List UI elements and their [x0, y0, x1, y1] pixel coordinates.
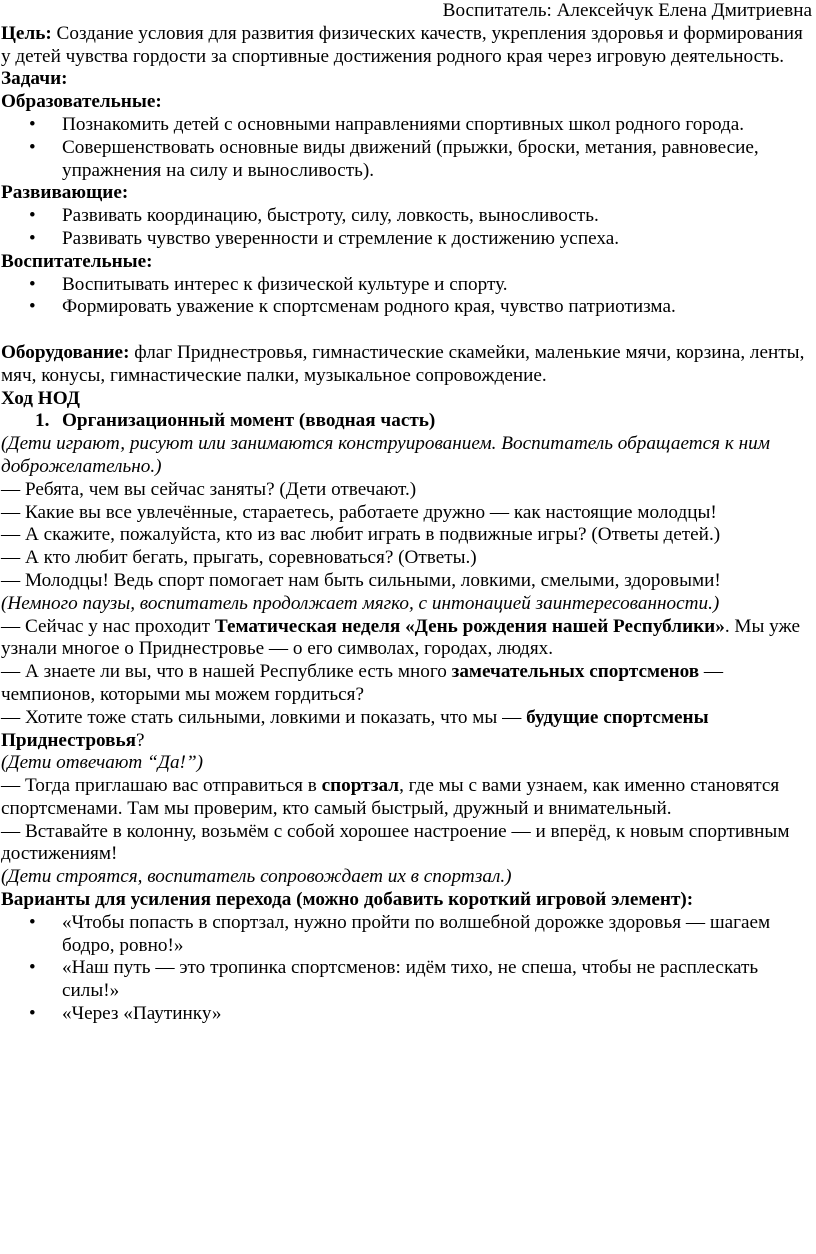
dialogue-line	[1, 661, 812, 707]
dialogue-line: — Какие вы все увлечённые, стараетесь, работаете дружно — как настоящие молодцы!	[1, 501, 717, 523]
course-sections	[1, 410, 812, 433]
bold-run: замечательных спортсменов	[451, 661, 700, 683]
dialogue-line: — Ребята, чем вы сейчас заняты? (Дети отвечают.)	[1, 478, 417, 500]
equipment-label: Оборудование:	[1, 341, 130, 363]
developing-heading: Развивающие:	[1, 182, 129, 204]
bold-run: будущие спортсмены Приднестровья	[1, 706, 709, 751]
tasks-heading: Задачи:	[1, 68, 68, 90]
section-title	[1, 410, 812, 433]
text-run: — Тогда приглашаю вас отправиться в	[1, 775, 322, 797]
text-run: — А знаете ли вы, что в нашей Республике есть много	[1, 661, 452, 683]
course-heading: Ход НОД	[1, 387, 80, 409]
stage-direction: (Дети строятся, воспитатель сопровождает их в спортзал.)	[1, 866, 512, 888]
list-item: • Формировать уважение к спортсменам родного края, чувство патриотизма.	[1, 296, 812, 319]
list-item: • Познакомить детей с основными направлениями спортивных школ родного города.	[1, 114, 812, 137]
list-item: • Совершенствовать основные виды движений (прыжки, броски, метания, равновесие, упражнения на силу и выносливость).	[1, 137, 812, 183]
goal-label: Цель:	[1, 22, 52, 44]
text-run: ?	[136, 729, 145, 751]
text-run: — Хотите тоже стать сильными, ловкими и показать, что мы —	[1, 706, 527, 728]
list-item: • «Через «Паутинку»	[1, 1003, 812, 1026]
text-run: — Сейчас у нас проходит	[1, 615, 215, 637]
dialogue-line: — А скажите, пожалуйста, кто из вас любит играть в подвижные игры? (Ответы детей.)	[1, 524, 721, 546]
section-number: 1.	[35, 410, 50, 432]
upbringing-heading: Воспитательные:	[1, 250, 153, 272]
text-run: , где мы с вами узнаем, как именно становятся спортсменами. Там мы проверим, кто самый быстрый, дружный и внимательный.	[1, 775, 780, 819]
dialogue-line	[1, 707, 812, 753]
list-item: • Воспитывать интерес к физической культуре и спорту.	[1, 274, 812, 297]
upbringing-list	[1, 274, 812, 320]
variants-heading: Варианты для усиления перехода (можно добавить короткий игровой элемент):	[1, 889, 694, 911]
spacer	[1, 319, 812, 342]
developing-list	[1, 205, 812, 251]
variants-list	[1, 912, 812, 1026]
dialogue-line: — Молодцы! Ведь спорт помогает нам быть сильными, ловкими, смелыми, здоровыми!	[1, 569, 721, 591]
list-item: • Развивать координацию, быстроту, силу, ловкость, выносливость.	[1, 205, 812, 228]
goal-paragraph	[1, 23, 812, 69]
dialogue-line: — Вставайте в колонну, возьмём с собой хорошее настроение — и вперёд, к новым спортивным достижениям!	[1, 820, 790, 865]
list-item: • «Наш путь — это тропинка спортсменов: идём тихо, не спеша, чтобы не расплескать силы!»	[1, 957, 812, 1003]
list-item: • Развивать чувство уверенности и стремление к достижению успеха.	[1, 228, 812, 251]
list-item: • «Чтобы попасть в спортзал, нужно пройти по волшебной дорожке здоровья — шагаем бодро, ровно!»	[1, 912, 812, 958]
section-title-text: Организационный момент (вводная часть)	[62, 410, 436, 432]
author-line: Воспитатель: Алексейчук Елена Дмитриевна	[442, 0, 812, 21]
stage-direction: (Немного паузы, воспитатель продолжает мягко, с интонацией заинтересованности.)	[1, 592, 720, 614]
equipment-paragraph	[1, 342, 812, 388]
text-run: . Мы уже узнали многое о Приднестровье — о его символах, городах, людях.	[1, 615, 801, 660]
educational-list	[1, 114, 812, 182]
text-run: — чемпионов, которыми мы можем гордиться?	[1, 661, 724, 705]
bold-run: Тематическая неделя «День рождения нашей Республики»	[214, 615, 725, 637]
equipment-text: флаг Приднестровья, гимнастические скамейки, маленькие мячи, корзина, ленты, мяч, конусы, гимнастические палки, музыкальное сопровождение.	[1, 341, 805, 386]
educational-heading: Образовательные:	[1, 91, 162, 113]
goal-text: Создание условия для развития физических качеств, укрепления здоровья и формирования у детей чувства гордости за спортивные достижения родного края через игровую деятельность.	[1, 22, 803, 67]
stage-direction: (Дети играют, рисуют или занимаются конструированием. Воспитатель обращается к ним доброжелательно.)	[1, 433, 770, 477]
dialogue-line	[1, 616, 812, 662]
bold-run: спортзал	[321, 775, 400, 797]
stage-direction: (Дети отвечают “Да!”)	[1, 752, 204, 774]
dialogue-line	[1, 775, 812, 821]
dialogue-line: — А кто любит бегать, прыгать, соревноваться? (Ответы.)	[1, 547, 477, 569]
